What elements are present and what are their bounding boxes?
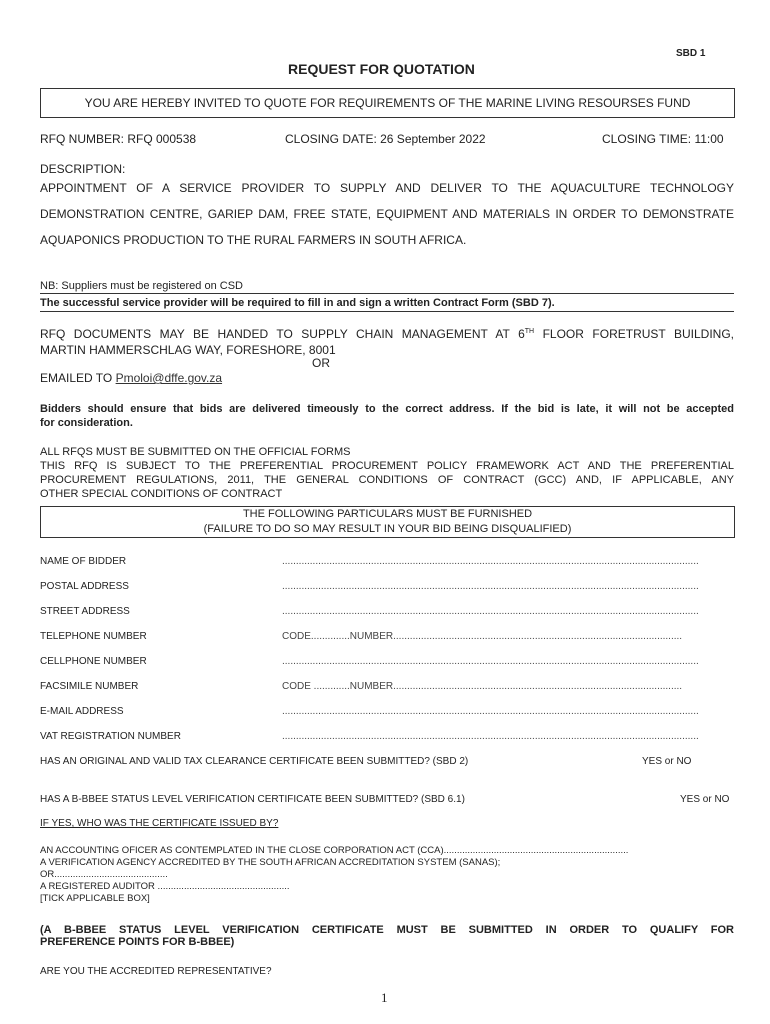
handed-line-2: MARTIN HAMMERSCHLAG WAY, FORESHORE, 8001 <box>40 343 336 357</box>
field-value[interactable]: ...................................................................................................................................................... <box>282 581 699 592</box>
divider <box>40 293 734 294</box>
field-street-address[interactable] <box>40 606 734 620</box>
forms-line-2: THIS RFQ IS SUBJECT TO THE PREFERENTIAL PROCUREMENT POLICY FRAMEWORK ACT AND THE PREFERENTIAL <box>40 460 734 472</box>
particulars-box <box>40 506 735 538</box>
field-value[interactable]: CODE..............NUMBER........................................................................................................ <box>282 631 683 642</box>
email-link[interactable]: Pmoloi@dffe.gov.za <box>115 371 223 385</box>
or-text: OR <box>312 356 330 370</box>
emailed-pre: EMAILED TO <box>40 371 116 385</box>
bbbee-question: HAS A B-BBEE STATUS LEVEL VERIFICATION CERTIFICATE BEEN SUBMITTED? (SBD 6.1) <box>40 794 465 805</box>
field-email-address[interactable] <box>40 706 734 720</box>
field-value[interactable]: ...................................................................................................................................................... <box>282 606 699 617</box>
tax-question: HAS AN ORIGINAL AND VALID TAX CLEARANCE CERTIFICATE BEEN SUBMITTED? (SBD 2) <box>40 756 469 767</box>
handed-sup: TH <box>524 328 535 335</box>
option-registered-auditor[interactable]: A REGISTERED AUDITOR .................................................. <box>40 881 290 892</box>
tax-answer[interactable]: YES or NO <box>642 756 692 767</box>
particulars-line-2: (FAILURE TO DO SO MAY RESULT IN YOUR BID BEING DISQUALIFIED) <box>203 523 572 535</box>
description-label: DESCRIPTION: <box>40 162 126 176</box>
contract-note: The successful service provider will be required to fill in and sign a written Contract Form (SBD 7). <box>40 297 555 309</box>
closing-time: CLOSING TIME: 11:00 <box>602 132 724 146</box>
field-label: FACSIMILE NUMBER <box>40 681 139 692</box>
handed-line-1-pre: RFQ DOCUMENTS MAY BE HANDED TO SUPPLY CHAIN MANAGEMENT AT 6 <box>40 327 525 341</box>
description-line-3: AQUAPONICS PRODUCTION TO THE RURAL FARMERS IN SOUTH AFRICA. <box>40 233 467 247</box>
emailed-line <box>40 371 222 385</box>
field-label: POSTAL ADDRESS <box>40 581 129 592</box>
csd-note: NB: Suppliers must be registered on CSD <box>40 280 243 292</box>
field-value[interactable]: ...................................................................................................................................................... <box>282 556 699 567</box>
field-vat-registration-number[interactable] <box>40 731 734 745</box>
invite-text: YOU ARE HEREBY INVITED TO QUOTE FOR REQUIREMENTS OF THE MARINE LIVING RESOURSES FUND <box>84 96 691 110</box>
closing-date: CLOSING DATE: 26 September 2022 <box>285 132 486 146</box>
field-label: CELLPHONE NUMBER <box>40 656 147 667</box>
bbbee-note-line-1: (A B-BBEE STATUS LEVEL VERIFICATION CERTIFICATE MUST BE SUBMITTED IN ORDER TO QUALIFY FOR <box>40 924 734 936</box>
bbbee-answer[interactable]: YES or NO <box>680 794 730 805</box>
field-cellphone-number[interactable] <box>40 656 734 670</box>
field-name-of-bidder[interactable] <box>40 556 734 570</box>
description-line-1: APPOINTMENT OF A SERVICE PROVIDER TO SUPPLY AND DELIVER TO THE AQUACULTURE TECHNOLOGY <box>40 181 734 195</box>
tick-instruction: [TICK APPLICABLE BOX] <box>40 893 150 904</box>
option-verification-agency[interactable]: A VERIFICATION AGENCY ACCREDITED BY THE SOUTH AFRICAN ACCREDITATION SYSTEM (SANAS); <box>40 857 501 868</box>
representative-question: ARE YOU THE ACCREDITED REPRESENTATIVE? <box>40 966 272 977</box>
late-note-line-2: for consideration. <box>40 417 133 429</box>
description-line-2: DEMONSTRATION CENTRE, GARIEP DAM, FREE STATE, EQUIPMENT AND MATERIALS IN ORDER TO DEMONSTRATE <box>40 207 734 221</box>
late-note-line-1: Bidders should ensure that bids are delivered timeously to the correct address. If the bid is late, it will not be accepted <box>40 403 734 415</box>
page-title: REQUEST FOR QUOTATION <box>288 61 475 77</box>
particulars-line-1: THE FOLLOWING PARTICULARS MUST BE FURNISHED <box>242 508 533 520</box>
field-value[interactable]: ...................................................................................................................................................... <box>282 656 699 667</box>
field-telephone-number[interactable] <box>40 631 734 645</box>
rfq-number: RFQ NUMBER: RFQ 000538 <box>40 132 197 146</box>
forms-line-3: PROCUREMENT REGULATIONS, 2011, THE GENERAL CONDITIONS OF CONTRACT (GCC) AND, IF APPLICABLE, ANY <box>40 474 734 486</box>
field-label: TELEPHONE NUMBER <box>40 631 147 642</box>
form-code: SBD 1 <box>676 48 706 59</box>
field-value[interactable]: ...................................................................................................................................................... <box>282 731 699 742</box>
field-facsimile-number[interactable] <box>40 681 734 695</box>
bbbee-note-line-2: PREFERENCE POINTS FOR B-BBEE) <box>40 936 235 948</box>
handed-line-1-post: FLOOR FORETRUST BUILDING, <box>534 327 734 341</box>
page-number: 1 <box>381 990 388 1005</box>
invite-box <box>40 88 735 118</box>
field-label: STREET ADDRESS <box>40 606 130 617</box>
field-label: VAT REGISTRATION NUMBER <box>40 731 181 742</box>
field-value[interactable]: CODE .............NUMBER........................................................................................................ <box>282 681 683 692</box>
issued-by-heading: IF YES, WHO WAS THE CERTIFICATE ISSUED BY? <box>40 818 279 829</box>
field-value[interactable]: ...................................................................................................................................................... <box>282 706 699 717</box>
forms-line-1: ALL RFQS MUST BE SUBMITTED ON THE OFFICIAL FORMS <box>40 446 351 458</box>
option-accounting-officer[interactable]: AN ACCOUNTING OFICER AS CONTEMPLATED IN THE CLOSE CORPORATION ACT (CCA)...................................................................... <box>40 845 629 856</box>
field-postal-address[interactable] <box>40 581 734 595</box>
field-label: E-MAIL ADDRESS <box>40 706 124 717</box>
option-or: OR........................................... <box>40 869 168 880</box>
forms-line-4: OTHER SPECIAL CONDITIONS OF CONTRACT <box>40 488 283 500</box>
field-label: NAME OF BIDDER <box>40 556 127 567</box>
handed-line-1 <box>40 327 734 341</box>
divider <box>40 311 734 312</box>
